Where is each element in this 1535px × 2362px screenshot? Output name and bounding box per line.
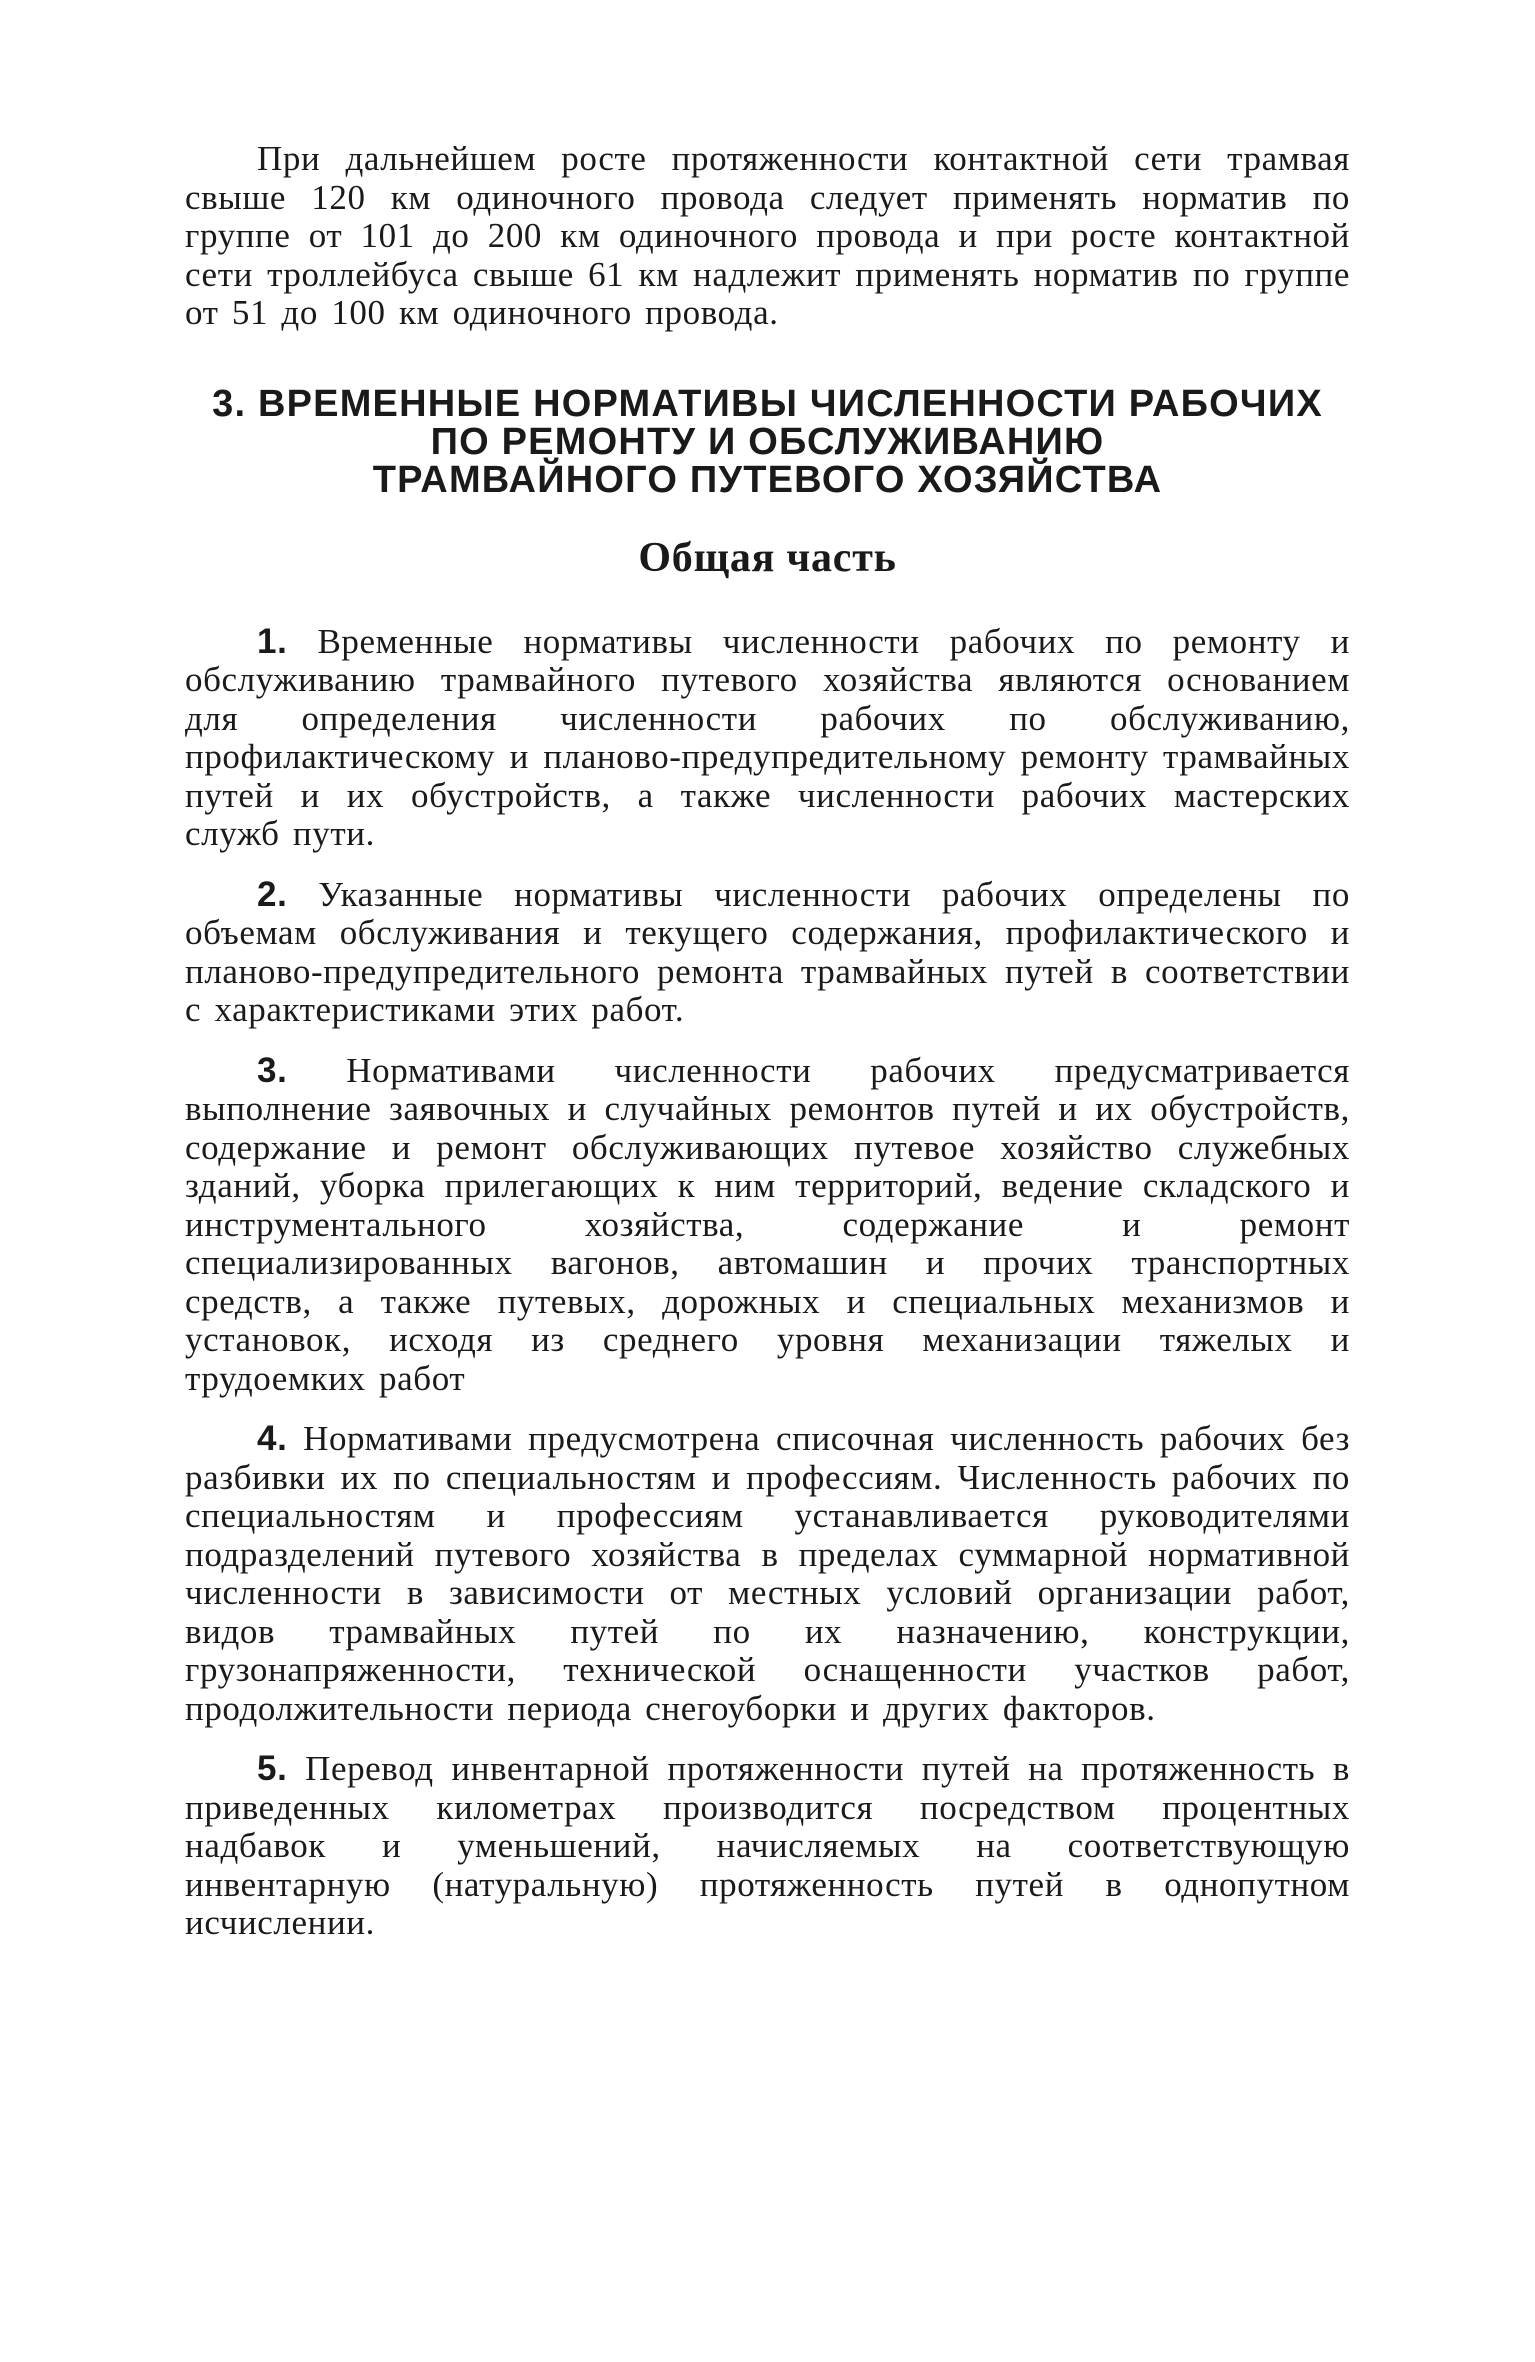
section-heading xyxy=(185,382,1350,501)
numbered-item xyxy=(185,876,1350,1030)
item-text: Нормативами предусмотрена списочная численность рабочих без разбивки их по специальностям и профессиям. Численность рабочих по специальностям и профессиям устанавливается руководителями подразделений путевого хозяйства в пределах суммарной нормативной численности в зависимости от местных условий организации работ, видов трамвайных путей по их назначению, конструкции, грузонапряженности, технической оснащенности участков работ, продолжительности периода снегоуборки и других факторов. xyxy=(185,1419,1350,1728)
section-heading-line: ПО РЕМОНТУ И ОБСЛУЖИВАНИЮ xyxy=(430,420,1105,463)
item-text: Перевод инвентарной протяженности путей на протяженность в приведенных километрах производится посредством процентных надбавок и уменьшений, начисляемых на соответствующую инвентарную (натуральную) протяженность путей в однопутном исчислении. xyxy=(185,1749,1350,1942)
section-subheading: Общая часть xyxy=(638,534,897,581)
numbered-item xyxy=(185,1420,1350,1728)
document-page xyxy=(185,140,1350,1943)
item-text: Указанные нормативы численности рабочих определены по объемам обслуживания и текущего содержания, профилактического и планово-предупредительного ремонта трамвайных путей в соответствии с характеристиками этих работ. xyxy=(185,874,1350,1029)
item-text: Нормативами численности рабочих предусматривается выполнение заявочных и случайных ремонтов путей и их обустройств, содержание и ремонт обслуживающих путевое хозяйство служебных зданий, уборка прилегающих к ним территорий, ведение складского и инструментального хозяйства, содержание и ремонт специализированных вагонов, автомашин и прочих транспортных средств, а также путевых, дорожных и специальных механизмов и установок, исходя из среднего уровня механизации тяжелых и трудоемких работ xyxy=(185,1050,1350,1398)
numbered-item xyxy=(185,1052,1350,1399)
item-number: 5. xyxy=(257,1749,288,1788)
item-number: 2. xyxy=(257,874,288,914)
item-number: 3. xyxy=(257,1050,288,1090)
section-heading-line: 3. ВРЕМЕННЫЕ НОРМАТИВЫ ЧИСЛЕННОСТИ РАБОЧИХ xyxy=(212,382,1323,425)
section-heading-line: ТРАМВАЙНОГО ПУТЕВОГО ХОЗЯЙСТВА xyxy=(372,458,1163,501)
numbered-item xyxy=(185,1750,1350,1943)
item-text: Временные нормативы численности рабочих по ремонту и обслуживанию трамвайного путевого хозяйства являются основанием для определения численности рабочих по обслуживанию, профилактическому и планово-предупредительному ремонту трамвайных путей и их обустройств, а также численности рабочих мастерских служб пути. xyxy=(185,621,1350,853)
intro-paragraph: При дальнейшем росте протяженности контактной сети трамвая свыше 120 км одиночного провода следует применять норматив по группе от 101 до 200 км одиночного провода и при росте контактной сети троллейбуса свыше 61 км надлежит применять норматив по группе от 51 до 100 км одиночного провода. xyxy=(185,139,1350,332)
numbered-item xyxy=(185,623,1350,854)
item-number: 4. xyxy=(257,1419,288,1458)
item-number: 1. xyxy=(257,621,288,661)
